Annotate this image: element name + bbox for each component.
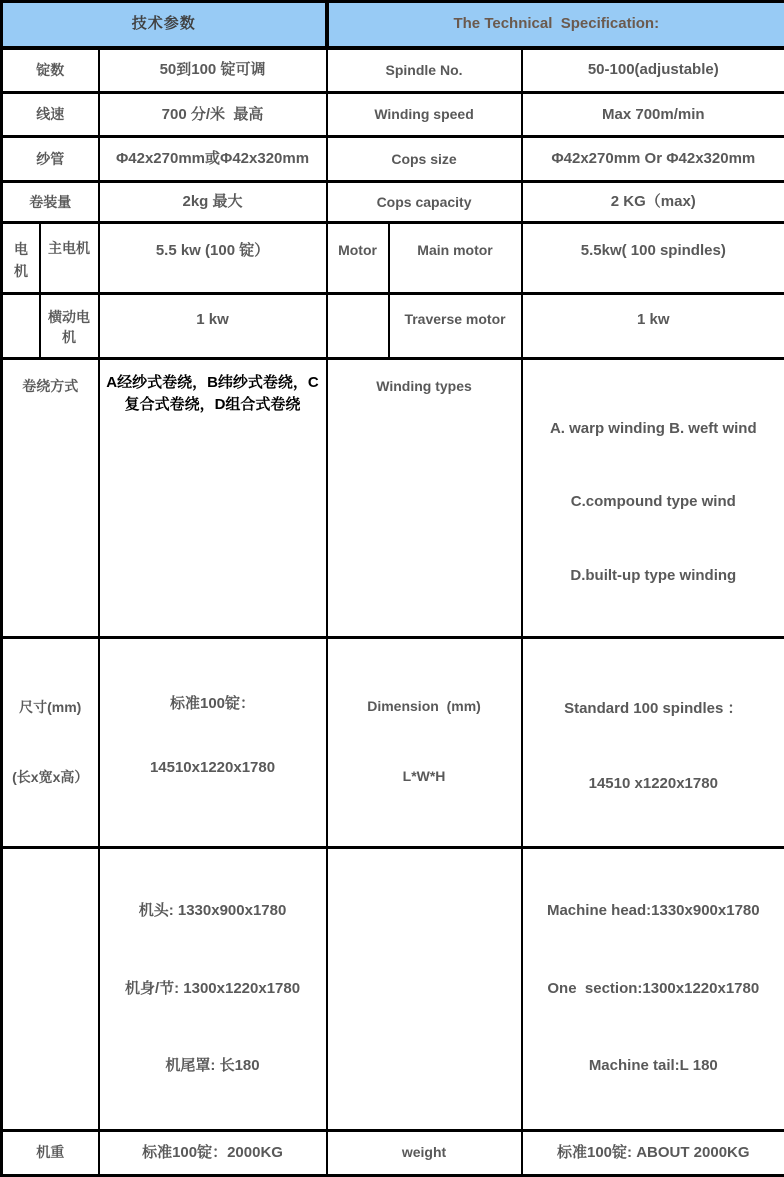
sections-en-label-empty-cell <box>327 847 522 1130</box>
winding-types-zh-value: A经纱式卷绕，B纬纱式卷绕，C复合式卷绕，D组合式卷绕 <box>99 359 327 638</box>
traverse-motor-zh-value: 1 kw <box>99 294 327 359</box>
dimension-en-label-line1: Dimension (mm) <box>330 692 519 721</box>
row-dimension <box>2 638 784 848</box>
speed-zh-label: 线速 <box>2 93 99 137</box>
dimension-zh-value-line1: 标准100锭： <box>102 693 324 714</box>
winding-type-c: C.compound type wind <box>525 487 783 517</box>
spindle-zh-value: 50到100 锭可调 <box>99 48 327 93</box>
header-en: The Technical Specification: <box>327 2 784 48</box>
cops-size-zh-label: 纱管 <box>2 137 99 182</box>
winding-type-a: A. warp winding B. weft wind <box>525 414 783 444</box>
row-traverse-motor <box>2 294 784 359</box>
row-spindle <box>2 48 784 93</box>
dimension-en-label <box>327 638 522 848</box>
sections-en-value <box>522 847 784 1130</box>
machine-body-zh: 机身/节: 1300x1220x1780 <box>102 972 324 1006</box>
row-speed <box>2 93 784 137</box>
machine-head-en: Machine head:1330x900x1780 <box>525 894 783 928</box>
spindle-zh-label: 锭数 <box>2 48 99 93</box>
header-zh: 技术参数 <box>2 2 327 48</box>
dimension-zh-label <box>2 638 99 848</box>
row-winding-types <box>2 359 784 638</box>
traverse-motor-en-label: Traverse motor <box>389 294 522 359</box>
motor-en-group-label: Motor <box>327 223 389 294</box>
cops-capacity-en-value: 2 KG（max) <box>522 182 784 223</box>
main-motor-zh-label: 主电机 <box>40 223 99 294</box>
spindle-en-value: 50-100(adjustable) <box>522 48 784 93</box>
sections-zh-value <box>99 847 327 1130</box>
dimension-zh-label-line1: 尺寸(mm) <box>5 693 96 722</box>
dimension-en-value <box>522 638 784 848</box>
machine-tail-en: Machine tail:L 180 <box>525 1049 783 1083</box>
cops-size-zh-value: Φ42x270mm或Φ42x320mm <box>99 137 327 182</box>
weight-zh-label: 机重 <box>2 1130 99 1175</box>
winding-types-en-label: Winding types <box>327 359 522 638</box>
machine-head-zh: 机头: 1330x900x1780 <box>102 894 324 928</box>
weight-en-value: 标准100锭: ABOUT 2000KG <box>522 1130 784 1175</box>
speed-zh-value: 700 分/米 最高 <box>99 93 327 137</box>
row-weight <box>2 1130 784 1175</box>
winding-types-en-value <box>522 359 784 638</box>
cops-capacity-en-label: Cops capacity <box>327 182 522 223</box>
row-main-motor <box>2 223 784 294</box>
dimension-en-value-line1: Standard 100 spindles ： <box>525 693 783 725</box>
traverse-motor-en-value: 1 kw <box>522 294 784 359</box>
cops-capacity-zh-value: 2kg 最大 <box>99 182 327 223</box>
speed-en-label: Winding speed <box>327 93 522 137</box>
motor-zh-group-empty-cell <box>2 294 40 359</box>
row-sections <box>2 847 784 1130</box>
row-cops-size <box>2 137 784 182</box>
row-cops-capacity <box>2 182 784 223</box>
dimension-zh-value-line2: 14510x1220x1780 <box>102 757 324 778</box>
winding-types-zh-label: 卷绕方式 <box>2 359 99 638</box>
spindle-en-label: Spindle No. <box>327 48 522 93</box>
cops-size-en-value: Φ42x270mm Or Φ42x320mm <box>522 137 784 182</box>
traverse-motor-zh-label: 横动电机 <box>40 294 99 359</box>
main-motor-zh-value: 5.5 kw (100 锭） <box>99 223 327 294</box>
machine-tail-zh: 机尾罩: 长180 <box>102 1049 324 1083</box>
weight-en-label: weight <box>327 1130 522 1175</box>
dimension-en-label-line2: L*W*H <box>330 762 519 791</box>
winding-type-d: D.built-up type winding <box>525 561 783 591</box>
dimension-zh-label-line2: (长x宽x高） <box>5 763 96 792</box>
motor-zh-group-label: 电机 <box>2 223 40 294</box>
cops-size-en-label: Cops size <box>327 137 522 182</box>
dimension-zh-value <box>99 638 327 848</box>
machine-body-en: One section:1300x1220x1780 <box>525 972 783 1006</box>
dimension-en-value-line2: 14510 x1220x1780 <box>525 768 783 800</box>
main-motor-en-label: Main motor <box>389 223 522 294</box>
main-motor-en-value: 5.5kw( 100 spindles) <box>522 223 784 294</box>
motor-en-group-empty-cell <box>327 294 389 359</box>
sections-zh-label-empty-cell <box>2 847 99 1130</box>
table-header-row <box>2 2 784 48</box>
weight-zh-value: 标准100锭：2000KG <box>99 1130 327 1175</box>
cops-capacity-zh-label: 卷装量 <box>2 182 99 223</box>
speed-en-value: Max 700m/min <box>522 93 784 137</box>
